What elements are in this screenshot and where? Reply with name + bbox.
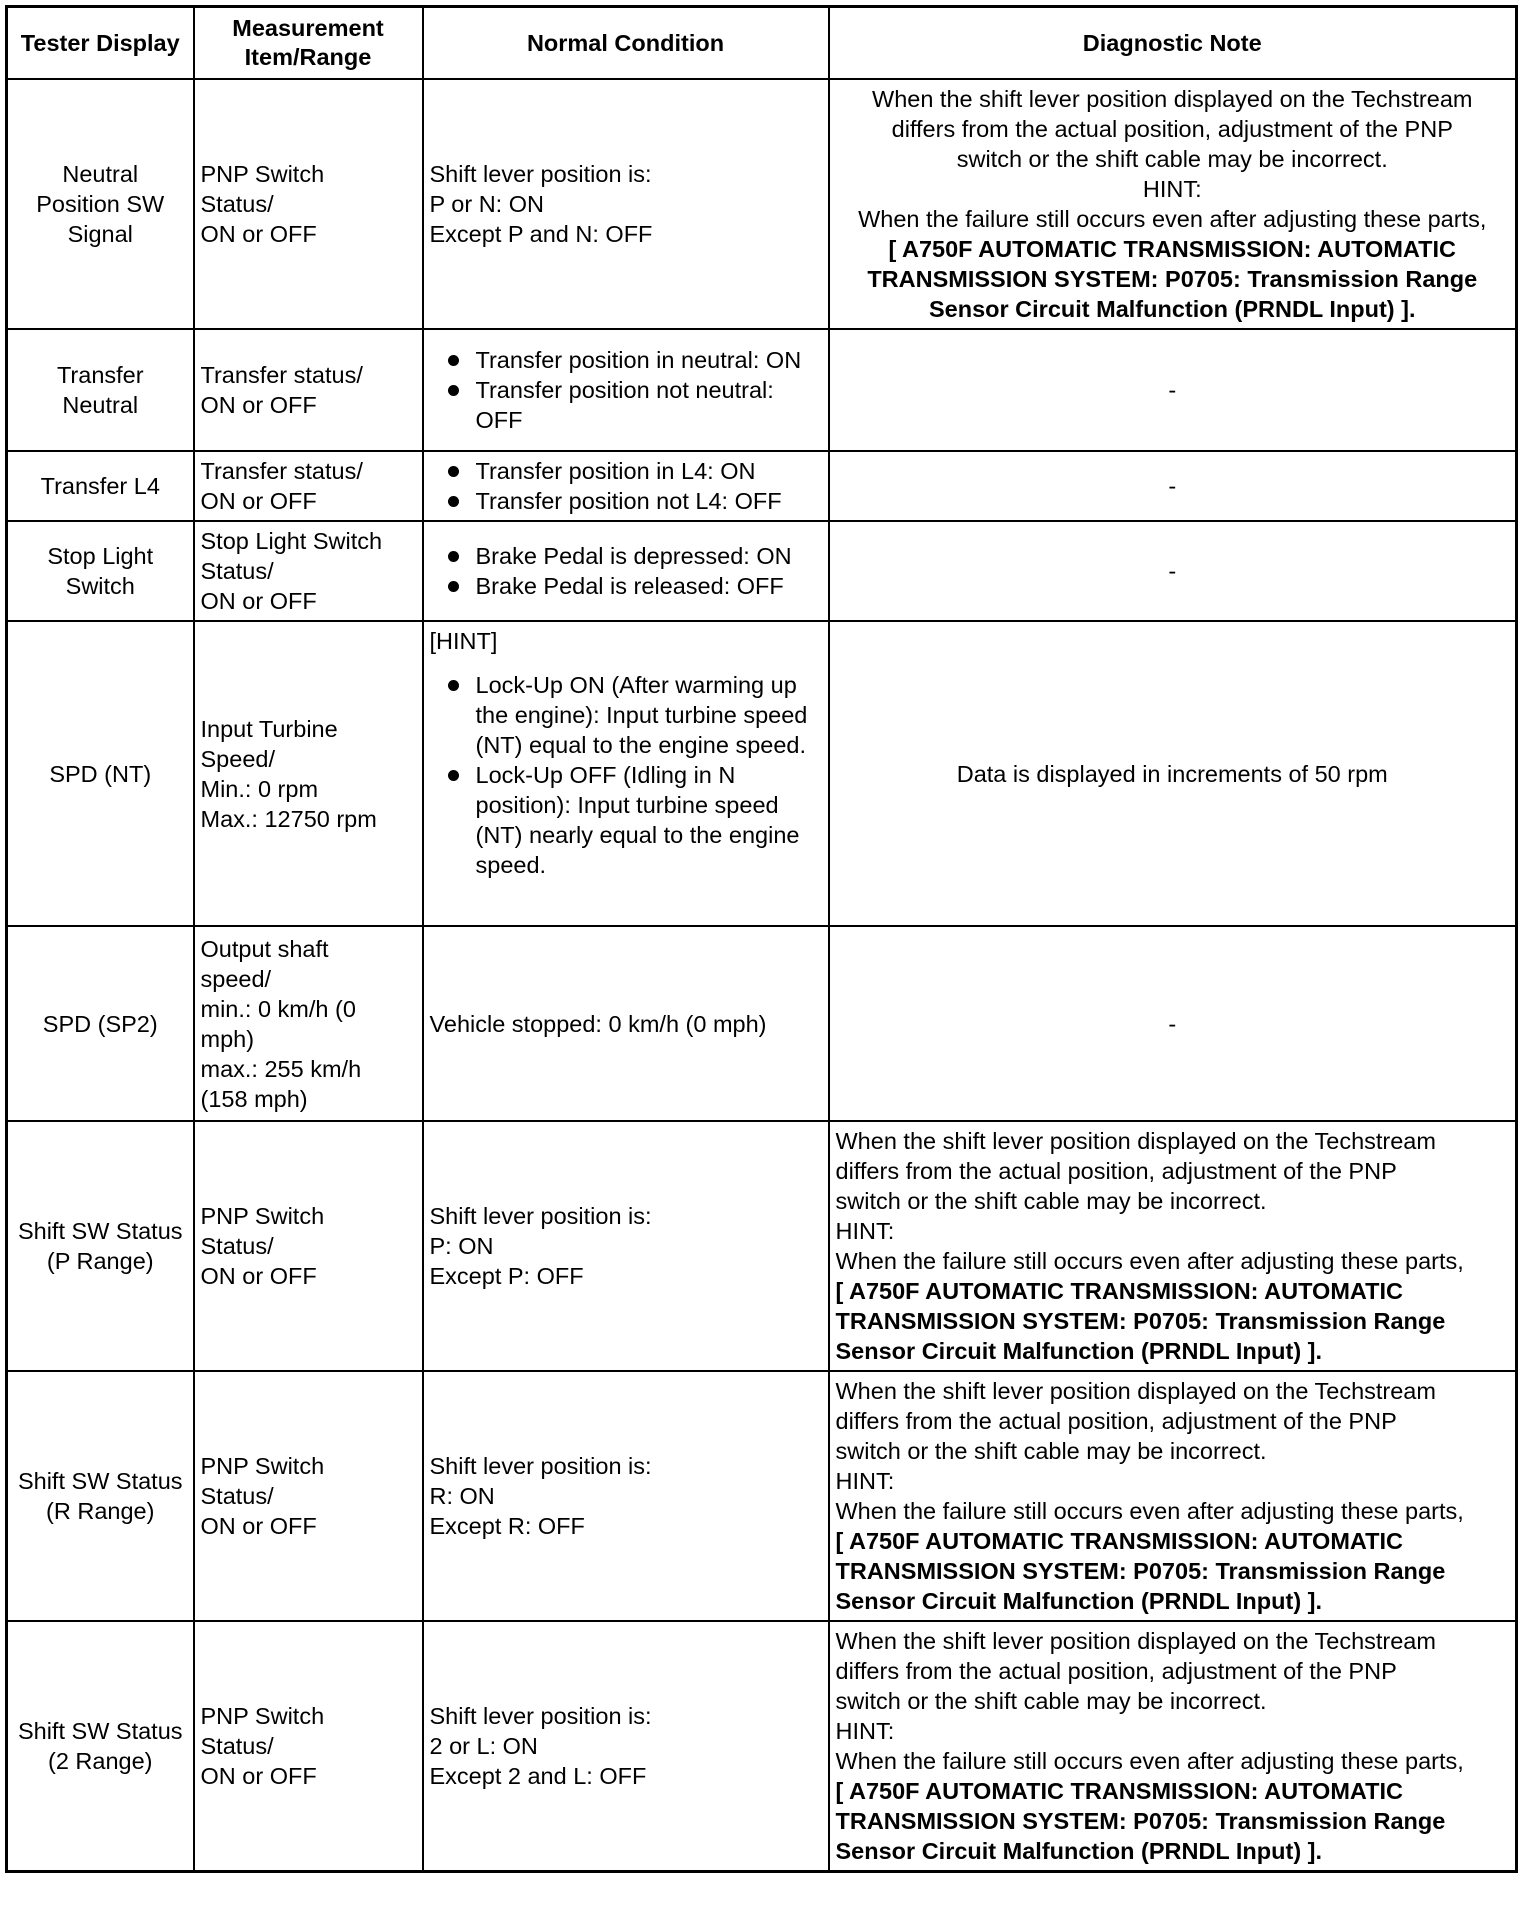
bullet-item: Transfer position not neutral: OFF bbox=[430, 375, 822, 435]
hint-label: [HINT] bbox=[429, 628, 498, 654]
diagnostic-link[interactable]: [ A750F AUTOMATIC TRANSMISSION: AUTOMATIC TRANSMISSION SYSTEM: P0705: Transmission Range Sensor Circuit Malfunction (PRNDL Input) ]. bbox=[835, 1278, 1446, 1364]
measurement-cell: Transfer status/ ON or OFF bbox=[194, 451, 423, 521]
header-row bbox=[7, 7, 1517, 80]
diagnostic-note-cell: When the shift lever position displayed on the Techstream differs from the actual position, adjustment of the PNP switch or the shift cable may be incorrect. HINT: When the failure still occurs even after adjusting these parts, [ A750F AUTOMATIC TRANSMISSION: AUTOMATIC TRANSMISSION SYSTEM: P0705: Transmission Range Sensor Circuit Malfunction (PRNDL Input) ]. bbox=[829, 1621, 1517, 1872]
tester-display-cell: Transfer L4 bbox=[7, 451, 194, 521]
tester-display-cell: Transfer Neutral bbox=[7, 329, 194, 451]
table-row bbox=[7, 1371, 1517, 1621]
measurement-cell: Transfer status/ ON or OFF bbox=[194, 329, 423, 451]
diagnostic-link[interactable]: [ A750F AUTOMATIC TRANSMISSION: AUTOMATIC TRANSMISSION SYSTEM: P0705: Transmission Range Sensor Circuit Malfunction (PRNDL Input) ]. bbox=[867, 236, 1478, 322]
normal-condition-cell bbox=[423, 451, 829, 521]
diagnostic-note-cell: Data is displayed in increments of 50 rpm bbox=[829, 621, 1517, 926]
measurement-cell: PNP Switch Status/ ON or OFF bbox=[194, 1121, 423, 1371]
tester-display-cell: SPD (NT) bbox=[7, 621, 194, 926]
bullet-item: Brake Pedal is released: OFF bbox=[430, 571, 822, 601]
header-diagnostic-note: Diagnostic Note bbox=[829, 7, 1517, 80]
normal-condition-cell: Shift lever position is: R: ON Except R: OFF bbox=[423, 1371, 829, 1621]
tester-display-cell: Stop Light Switch bbox=[7, 521, 194, 621]
normal-condition-cell: Vehicle stopped: 0 km/h (0 mph) bbox=[423, 926, 829, 1121]
normal-condition-cell bbox=[423, 621, 829, 926]
measurement-cell: Stop Light Switch Status/ ON or OFF bbox=[194, 521, 423, 621]
table-row bbox=[7, 621, 1517, 926]
table-row bbox=[7, 521, 1517, 621]
table-row bbox=[7, 1121, 1517, 1371]
table-row bbox=[7, 926, 1517, 1121]
header-normal-condition: Normal Condition bbox=[423, 7, 829, 80]
diagnostic-note-cell: - bbox=[829, 329, 1517, 451]
diagnostic-link[interactable]: [ A750F AUTOMATIC TRANSMISSION: AUTOMATIC TRANSMISSION SYSTEM: P0705: Transmission Range Sensor Circuit Malfunction (PRNDL Input) ]. bbox=[835, 1778, 1446, 1864]
diagnostic-note-cell: - bbox=[829, 521, 1517, 621]
measurement-cell: PNP Switch Status/ ON or OFF bbox=[194, 1621, 423, 1872]
bullet-item: Lock-Up OFF (Idling in N position): Input turbine speed (NT) nearly equal to the engine speed. bbox=[430, 760, 822, 880]
table-row bbox=[7, 79, 1517, 329]
measurement-cell: PNP Switch Status/ ON or OFF bbox=[194, 1371, 423, 1621]
table-row bbox=[7, 329, 1517, 451]
measurement-cell: Output shaft speed/ min.: 0 km/h (0 mph) max.: 255 km/h (158 mph) bbox=[194, 926, 423, 1121]
normal-condition-cell bbox=[423, 521, 829, 621]
diagnostic-link[interactable]: [ A750F AUTOMATIC TRANSMISSION: AUTOMATIC TRANSMISSION SYSTEM: P0705: Transmission Range Sensor Circuit Malfunction (PRNDL Input) ]. bbox=[835, 1528, 1446, 1614]
normal-condition-cell: Shift lever position is: P or N: ON Except P and N: OFF bbox=[423, 79, 829, 329]
measurement-cell: PNP Switch Status/ ON or OFF bbox=[194, 79, 423, 329]
tester-data-table bbox=[5, 5, 1518, 1873]
measurement-cell: Input Turbine Speed/ Min.: 0 rpm Max.: 12750 rpm bbox=[194, 621, 423, 926]
diagnostic-note-cell: When the shift lever position displayed on the Techstream differs from the actual position, adjustment of the PNP switch or the shift cable may be incorrect. HINT: When the failure still occurs even after adjusting these parts, [ A750F AUTOMATIC TRANSMISSION: AUTOMATIC TRANSMISSION SYSTEM: P0705: Transmission Range Sensor Circuit Malfunction (PRNDL Input) ]. bbox=[829, 1371, 1517, 1621]
diagnostic-note-cell: - bbox=[829, 926, 1517, 1121]
tester-display-cell: Shift SW Status (2 Range) bbox=[7, 1621, 194, 1872]
bullet-item: Transfer position in neutral: ON bbox=[430, 345, 822, 375]
header-tester-display: Tester Display bbox=[7, 7, 194, 80]
tester-display-cell: Shift SW Status (P Range) bbox=[7, 1121, 194, 1371]
table-row bbox=[7, 451, 1517, 521]
diagnostic-note-cell: - bbox=[829, 451, 1517, 521]
normal-condition-cell: Shift lever position is: 2 or L: ON Except 2 and L: OFF bbox=[423, 1621, 829, 1872]
bullet-item: Lock-Up ON (After warming up the engine): Input turbine speed (NT) equal to the engine speed. bbox=[430, 670, 822, 760]
tester-display-cell: SPD (SP2) bbox=[7, 926, 194, 1121]
tester-display-cell: Neutral Position SW Signal bbox=[7, 79, 194, 329]
header-measurement-item: Measurement Item/Range bbox=[194, 7, 423, 80]
normal-condition-cell: Shift lever position is: P: ON Except P: OFF bbox=[423, 1121, 829, 1371]
bullet-item: Transfer position in L4: ON bbox=[430, 456, 822, 486]
diagnostic-note-cell: When the shift lever position displayed on the Techstream differs from the actual position, adjustment of the PNP switch or the shift cable may be incorrect. HINT: When the failure still occurs even after adjusting these parts, [ A750F AUTOMATIC TRANSMISSION: AUTOMATIC TRANSMISSION SYSTEM: P0705: Transmission Range Sensor Circuit Malfunction (PRNDL Input) ]. bbox=[829, 1121, 1517, 1371]
tester-display-cell: Shift SW Status (R Range) bbox=[7, 1371, 194, 1621]
diagnostic-note-cell: When the shift lever position displayed on the Techstream differs from the actual position, adjustment of the PNP switch or the shift cable may be incorrect. HINT: When the failure still occurs even after adjusting these parts, [ A750F AUTOMATIC TRANSMISSION: AUTOMATIC TRANSMISSION SYSTEM: P0705: Transmission Range Sensor Circuit Malfunction (PRNDL Input) ]. bbox=[829, 79, 1517, 329]
bullet-item: Brake Pedal is depressed: ON bbox=[430, 541, 822, 571]
data-list-sheet bbox=[5, 5, 1515, 1873]
bullet-item: Transfer position not L4: OFF bbox=[430, 486, 822, 516]
table-row bbox=[7, 1621, 1517, 1872]
normal-condition-cell bbox=[423, 329, 829, 451]
